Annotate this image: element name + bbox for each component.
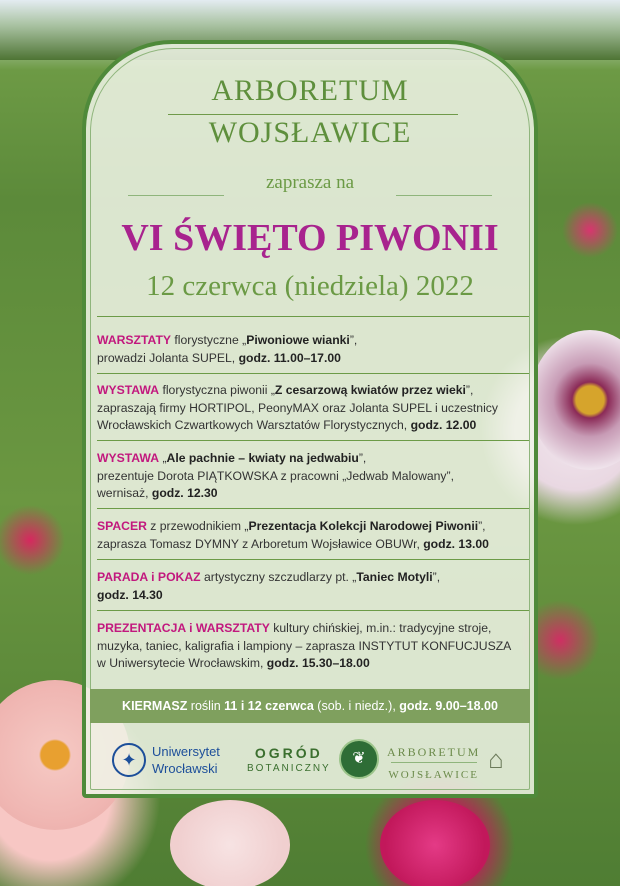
- peony-flower-white: [170, 800, 290, 886]
- title-arboretum: ARBORETUM: [211, 74, 409, 107]
- arboretum-logo: [387, 745, 480, 781]
- arboretum-logo-line2: WOJSŁAWICE: [388, 769, 479, 781]
- invite-text: zaprasza na: [265, 172, 355, 193]
- divider: [97, 559, 529, 560]
- program-text: w Uniwersytecie Wrocławskim,: [97, 656, 267, 670]
- partner-logos: [92, 739, 528, 789]
- botanical-garden-seal-icon: ❦: [339, 739, 379, 779]
- divider: [97, 373, 529, 374]
- program-line: [97, 518, 527, 536]
- program-text: florystyczne „: [171, 333, 247, 347]
- program-text: prezentuje Dorota PIĄTKOWSKA z pracowni „Jedwab Malowany”,: [97, 468, 454, 483]
- program-text: ”,: [465, 383, 474, 397]
- divider: [97, 316, 529, 317]
- program-line: [97, 569, 527, 587]
- event-name: VI ŚWIĘTO PIWONII: [121, 217, 499, 259]
- fair-tag: KIERMASZ: [122, 699, 188, 713]
- program-line: [97, 655, 527, 673]
- program-text: ”,: [358, 451, 367, 465]
- program-line: [97, 587, 527, 605]
- content-panel: [82, 40, 538, 798]
- program-text: muzyka, taniec, kaligrafia i lampiony – zaprasza INSTYTUT KONFUCJUSZA: [97, 638, 512, 653]
- program-highlight: Taniec Motyli: [356, 570, 433, 584]
- program-line: [97, 450, 527, 468]
- program-line: [97, 382, 527, 400]
- fair-text: roślin: [187, 699, 225, 713]
- program-line: [97, 536, 527, 554]
- fair-hours: godz. 9.00–18.00: [399, 699, 498, 713]
- program-highlight: Prezentacja Kolekcji Narodowej Piwonii: [248, 519, 479, 533]
- program-text: z przewodnikiem „: [146, 519, 249, 533]
- program-text: zapraszają firmy HORTIPOL, PeonyMAX oraz Jolanta SUPEL i uczestnicy: [97, 400, 498, 415]
- program-line: [97, 485, 527, 503]
- program-highlight: Z cesarzową kwiatów przez wieki: [274, 383, 466, 397]
- divider: [97, 440, 529, 441]
- program-highlight: Piwoniowe wianki: [246, 333, 350, 347]
- program-line: [97, 350, 527, 368]
- program-text: Wrocławskich Czwartkowych Warsztatów Florystycznych,: [97, 418, 411, 432]
- program-highlight: Ale pachnie – kwiaty na jedwabiu: [166, 451, 359, 465]
- program-text: kultury chińskiej, m.in.: tradycyjne stroje,: [269, 621, 492, 635]
- program-text: ”,: [432, 570, 441, 584]
- program-highlight: godz. 12.30: [151, 486, 218, 500]
- university-name-line2: Wrocławski: [152, 761, 218, 776]
- divider: [97, 610, 529, 611]
- program-text: florystyczna piwonii „: [159, 383, 275, 397]
- ogrod-line1: OGRÓD: [254, 745, 323, 761]
- program-tag: PARADA i POKAZ: [97, 570, 201, 584]
- program-text: zaprasza Tomasz DYMNY z Arboretum Wojsławice OBUWr,: [97, 536, 424, 551]
- program-highlight: godz. 12.00: [410, 418, 477, 432]
- program-tag: PREZENTACJA i WARSZTATY: [97, 621, 270, 635]
- program-item: [97, 332, 527, 367]
- divider: [97, 508, 529, 509]
- fair-dates: 11 i 12 czerwca: [224, 699, 314, 713]
- program-text: artystyczny szczudlarzy pt. „: [200, 570, 357, 584]
- ogrod-line2: BOTANICZNY: [247, 763, 331, 774]
- peony-flower-bottom: [380, 800, 490, 886]
- arboretum-pavilion-icon: ⌂: [488, 744, 504, 774]
- fair-banner: [90, 689, 530, 723]
- program-tag: SPACER: [97, 519, 147, 533]
- program-tag: WYSTAWA: [97, 451, 160, 465]
- title-divider: [168, 114, 458, 115]
- program-item: [97, 620, 527, 673]
- botanical-garden-logo: [247, 745, 331, 774]
- program-text: „: [159, 451, 167, 465]
- program-highlight: godz. 13.00: [423, 536, 489, 551]
- event-date: 12 czerwca (niedziela) 2022: [146, 270, 474, 302]
- program-tag: WYSTAWA: [97, 383, 160, 397]
- program-text: wernisaż,: [97, 486, 152, 500]
- university-logo-text: [152, 743, 220, 777]
- program-item: [97, 569, 527, 604]
- program-item: [97, 518, 527, 553]
- program-line: [97, 400, 527, 418]
- invite-rule-left: [128, 195, 224, 196]
- program-line: [97, 417, 527, 435]
- program-item: [97, 450, 527, 503]
- program-text: ”,: [478, 519, 486, 533]
- invite-rule-right: [396, 195, 492, 196]
- program-tag: WARSZTATY: [97, 333, 172, 347]
- program-text: ”,: [349, 333, 358, 347]
- program-highlight: godz. 15.30–18.00: [266, 656, 370, 670]
- peony-flower-right: [530, 330, 620, 470]
- program-line: [97, 620, 527, 638]
- program-line: [97, 332, 527, 350]
- university-emblem-icon: ✦: [112, 743, 146, 777]
- title-wojslawice: WOJSŁAWICE: [208, 116, 412, 149]
- program-highlight: godz. 14.30: [97, 587, 163, 602]
- program-item: [97, 382, 527, 435]
- arboretum-logo-rule: [391, 762, 477, 763]
- program-line: [97, 638, 527, 656]
- arboretum-logo-line1: ARBORETUM: [387, 745, 481, 759]
- program-text: prowadzi Jolanta SUPEL,: [97, 350, 239, 365]
- university-name-line1: Uniwersytet: [152, 744, 220, 759]
- program-highlight: godz. 11.00–17.00: [238, 350, 341, 365]
- program-line: [97, 468, 527, 486]
- fair-text-days: (sob. i niedz.),: [313, 699, 400, 713]
